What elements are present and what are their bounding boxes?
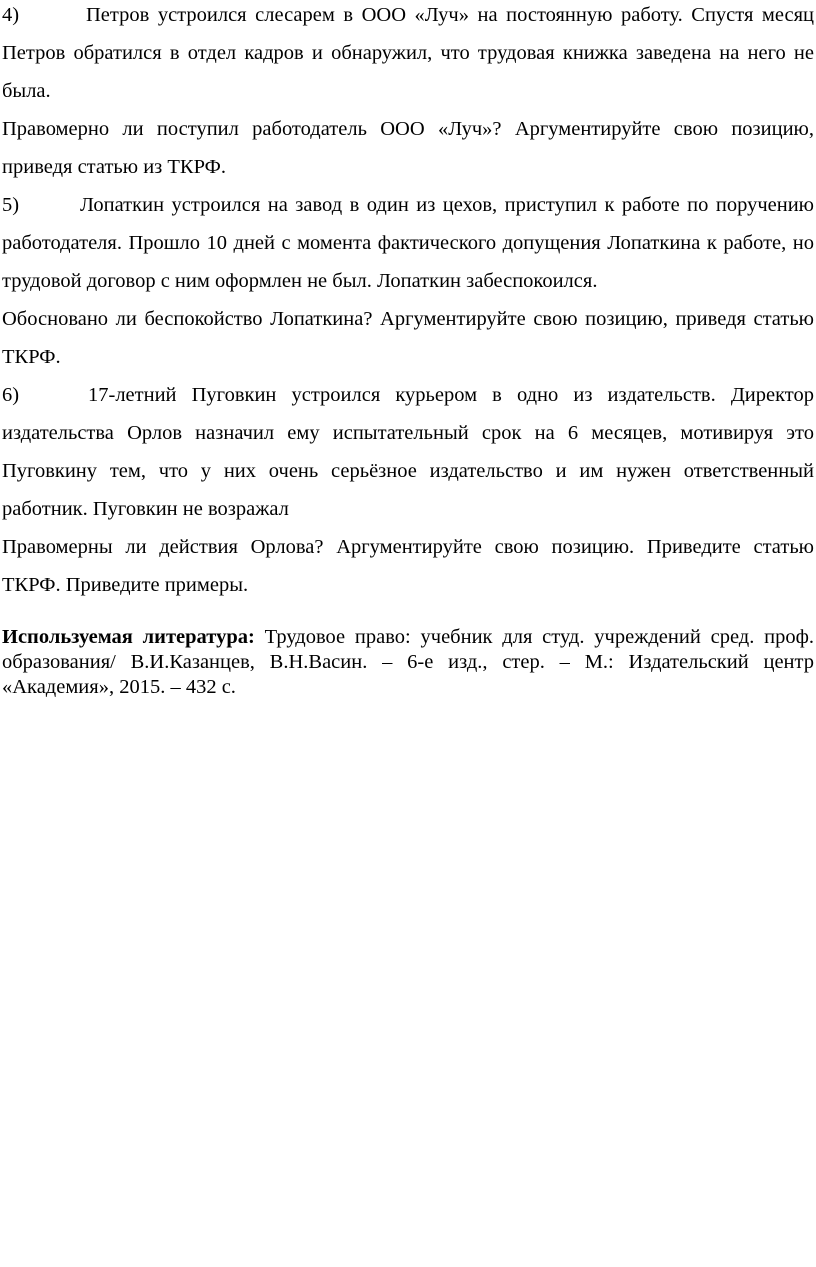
- task-5-text-paragraph: [2, 186, 814, 300]
- task-5-question: Обосновано ли беспокойство Лопаткина? Аргументируйте свою позицию, приведя статью ТКРФ.: [2, 308, 814, 368]
- task-6-number: 6): [2, 384, 20, 406]
- task-4-number: 4): [2, 4, 20, 26]
- task-6-question: Правомерны ли действия Орлова? Аргументируйте свою позицию. Приведите статью ТКРФ. Приведите примеры.: [2, 536, 814, 596]
- literature-reference: [2, 625, 814, 700]
- task-5-number: 5): [2, 194, 20, 216]
- task-5-text: Лопаткин устроился на завод в один из цехов, приступил к работе по поручению работодателя. Прошло 10 дней с момента фактического допущения Лопаткина к работе, но трудовой договор с ним оформлен не был. Лопаткин забеспокоился.: [2, 194, 814, 292]
- task-4-text: Петров устроился слесарем в ООО «Луч» на постоянную работу. Спустя месяц Петров обратился в отдел кадров и обнаружил, что трудовая книжка заведена на него не была.: [2, 4, 814, 102]
- task-6: [2, 376, 814, 604]
- literature-text: Трудовое право: учебник для студ. учреждений сред. проф. образования/ В.И.Казанцев, В.Н.Васин. – 6-е изд., стер. – М.: Издательский центр «Академия», 2015. – 432 с.: [2, 626, 815, 698]
- task-6-text: 17-летний Пуговкин устроился курьером в одно из издательств. Директор издательства Орлов назначил ему испытательный срок на 6 месяцев, мотивируя это Пуговкину тем, что у них очень серьёзное издательство и им нужен ответственный работник. Пуговкин не возражал: [2, 384, 814, 520]
- literature-label: Используемая литература:: [2, 626, 255, 648]
- task-4-text-paragraph: [2, 0, 814, 110]
- task-4: [2, 0, 814, 186]
- task-6-text-paragraph: [2, 376, 814, 528]
- task-5: [2, 186, 814, 376]
- task-4-question: Правомерно ли поступил работодатель ООО «Луч»? Аргументируйте свою позицию, приведя статью из ТКРФ.: [2, 118, 814, 178]
